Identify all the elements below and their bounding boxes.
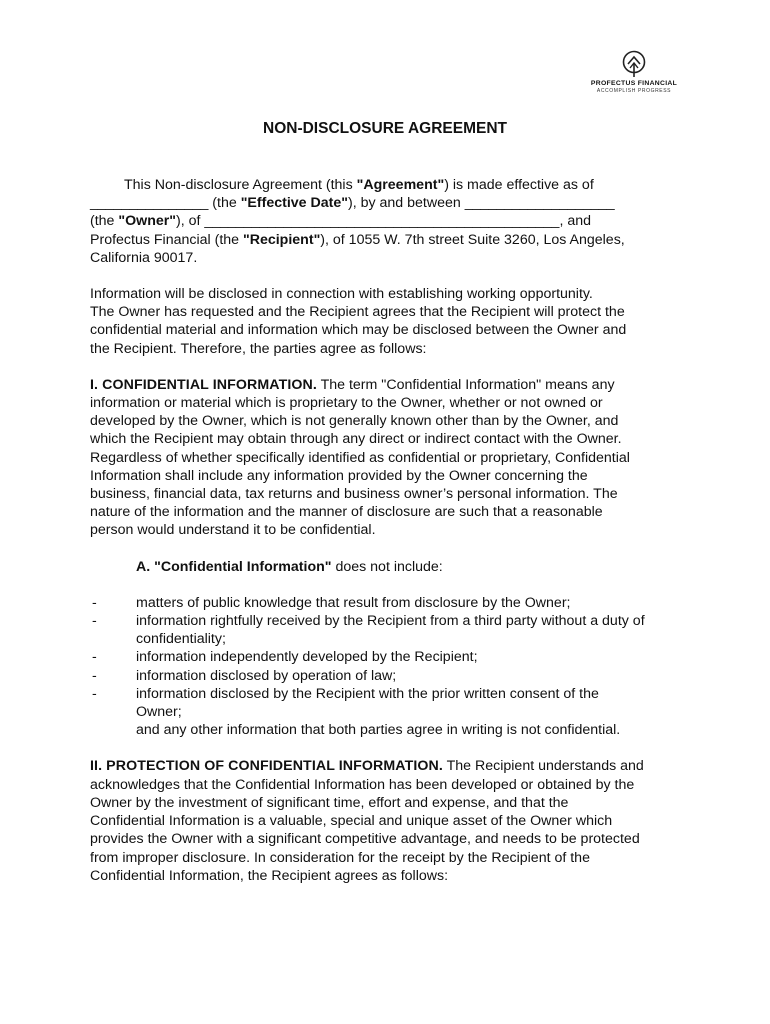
list-dash: - (92, 649, 97, 666)
list-item (90, 685, 690, 721)
effective-date-blank: _______________ (the (90, 195, 241, 212)
section-protection (90, 757, 690, 884)
section-text: Confidential Information, the Recipient agrees as follows: (90, 867, 449, 884)
list-item-text: information disclosed by the Recipient with the prior written consent of the (136, 685, 599, 702)
exclusions-list (90, 594, 690, 740)
intro-text: This Non-disclosure Agreement (this (124, 177, 357, 193)
list-item-text: matters of public knowledge that result from disclosure by the Owner; (136, 594, 571, 611)
section-text: from improper disclosure. In consideration for the receipt by the Recipient of the (90, 849, 590, 866)
list-item-text: information rightfully received by the Recipient from a third party without a duty of (136, 613, 645, 630)
term-effective-date: "Effective Date" (240, 195, 348, 212)
list-tail-text: and any other information that both parties agree in writing is not confidential. (136, 722, 621, 739)
section-text: provides the Owner with a significant competitive advantage, and needs to be protected (90, 831, 640, 848)
section-heading: I. CONFIDENTIAL INFORMATION. (90, 376, 317, 393)
list-item-text: information independently developed by the Recipient; (136, 649, 478, 666)
section-text: developed by the Owner, which is not generally known other than by the Owner, and (90, 413, 619, 430)
section-text: information or material which is proprietary to the Owner, whether or not owned or (90, 395, 603, 412)
intro-text: ) is made effective as of (444, 177, 594, 193)
list-item-text: information disclosed by operation of law; (136, 667, 397, 684)
purpose-line: The Owner has requested and the Recipient agrees that the Recipient will protect the (90, 304, 625, 321)
section-text: which the Recipient may obtain through any direct or indirect contact with the Owner. (90, 431, 622, 448)
document-title: NON-DISCLOSURE AGREEMENT (263, 120, 507, 137)
section-text: Information shall include any information provided by the Owner concerning the (90, 467, 588, 484)
company-logo (584, 50, 684, 94)
section-text: Regardless of whether specifically identified as confidential or proprietary, Confidential (90, 449, 630, 466)
intro-paragraph (90, 176, 690, 267)
logo-name: PROFECTUS FINANCIAL (590, 80, 678, 87)
purpose-line: the Recipient. Therefore, the parties agree as follows: (90, 340, 427, 357)
list-dash: - (92, 667, 97, 684)
subsection-text: does not include: (331, 558, 443, 575)
section-heading: II. PROTECTION OF CONFIDENTIAL INFORMATION. (90, 758, 443, 775)
subsection-a (90, 558, 690, 576)
recipient-city: California 90017. (90, 249, 198, 266)
list-item (90, 594, 690, 612)
section-text: business, financial data, tax returns and business owner’s personal information. The (90, 486, 618, 503)
profectus-logo-icon (622, 50, 646, 78)
purpose-line: confidential material and information which may be disclosed between the Owner and (90, 322, 627, 339)
purpose-paragraph (90, 285, 690, 358)
owner-name-blank: ), by and between ___________________ (347, 195, 615, 212)
list-item-text: Owner; (136, 704, 182, 721)
document-body (90, 176, 690, 885)
term-owner: "Owner" (118, 213, 176, 230)
list-item (90, 667, 690, 685)
list-item-text: confidentiality; (136, 631, 226, 648)
subsection-heading: A. "Confidential Information" (136, 558, 332, 575)
list-item (90, 612, 690, 648)
section-text: The term "Confidential Information" means any (316, 376, 615, 393)
list-dash: - (92, 685, 97, 702)
owner-address-blank: ), of _____________________________________________, and (176, 213, 592, 230)
section-text: Confidential Information is a valuable, special and unique asset of the Owner which (90, 813, 613, 830)
section-confidential-information (90, 376, 690, 540)
list-dash: - (92, 594, 97, 611)
section-text: acknowledges that the Confidential Information has been developed or obtained by the (90, 776, 635, 793)
section-text: Owner by the investment of significant time, effort and expense, and that the (90, 794, 569, 811)
purpose-line: Information will be disclosed in connection with establishing working opportunity. (90, 286, 593, 303)
term-recipient: "Recipient" (242, 231, 321, 248)
intro-text: (the (90, 213, 119, 230)
list-item (90, 648, 690, 666)
section-text: person would understand it to be confidential. (90, 522, 376, 539)
intro-text: Profectus Financial (the (90, 231, 243, 248)
section-text: The Recipient understands and (442, 758, 644, 775)
section-text: nature of the information and the manner of disclosure are such that a reasonable (90, 504, 603, 521)
term-agreement: "Agreement" (356, 177, 445, 193)
list-tail (90, 721, 690, 739)
list-dash: - (92, 613, 97, 630)
recipient-address: ), of 1055 W. 7th street Suite 3260, Los Angeles, (320, 231, 625, 248)
logo-tagline: ACCOMPLISH PROGRESS (596, 88, 672, 94)
